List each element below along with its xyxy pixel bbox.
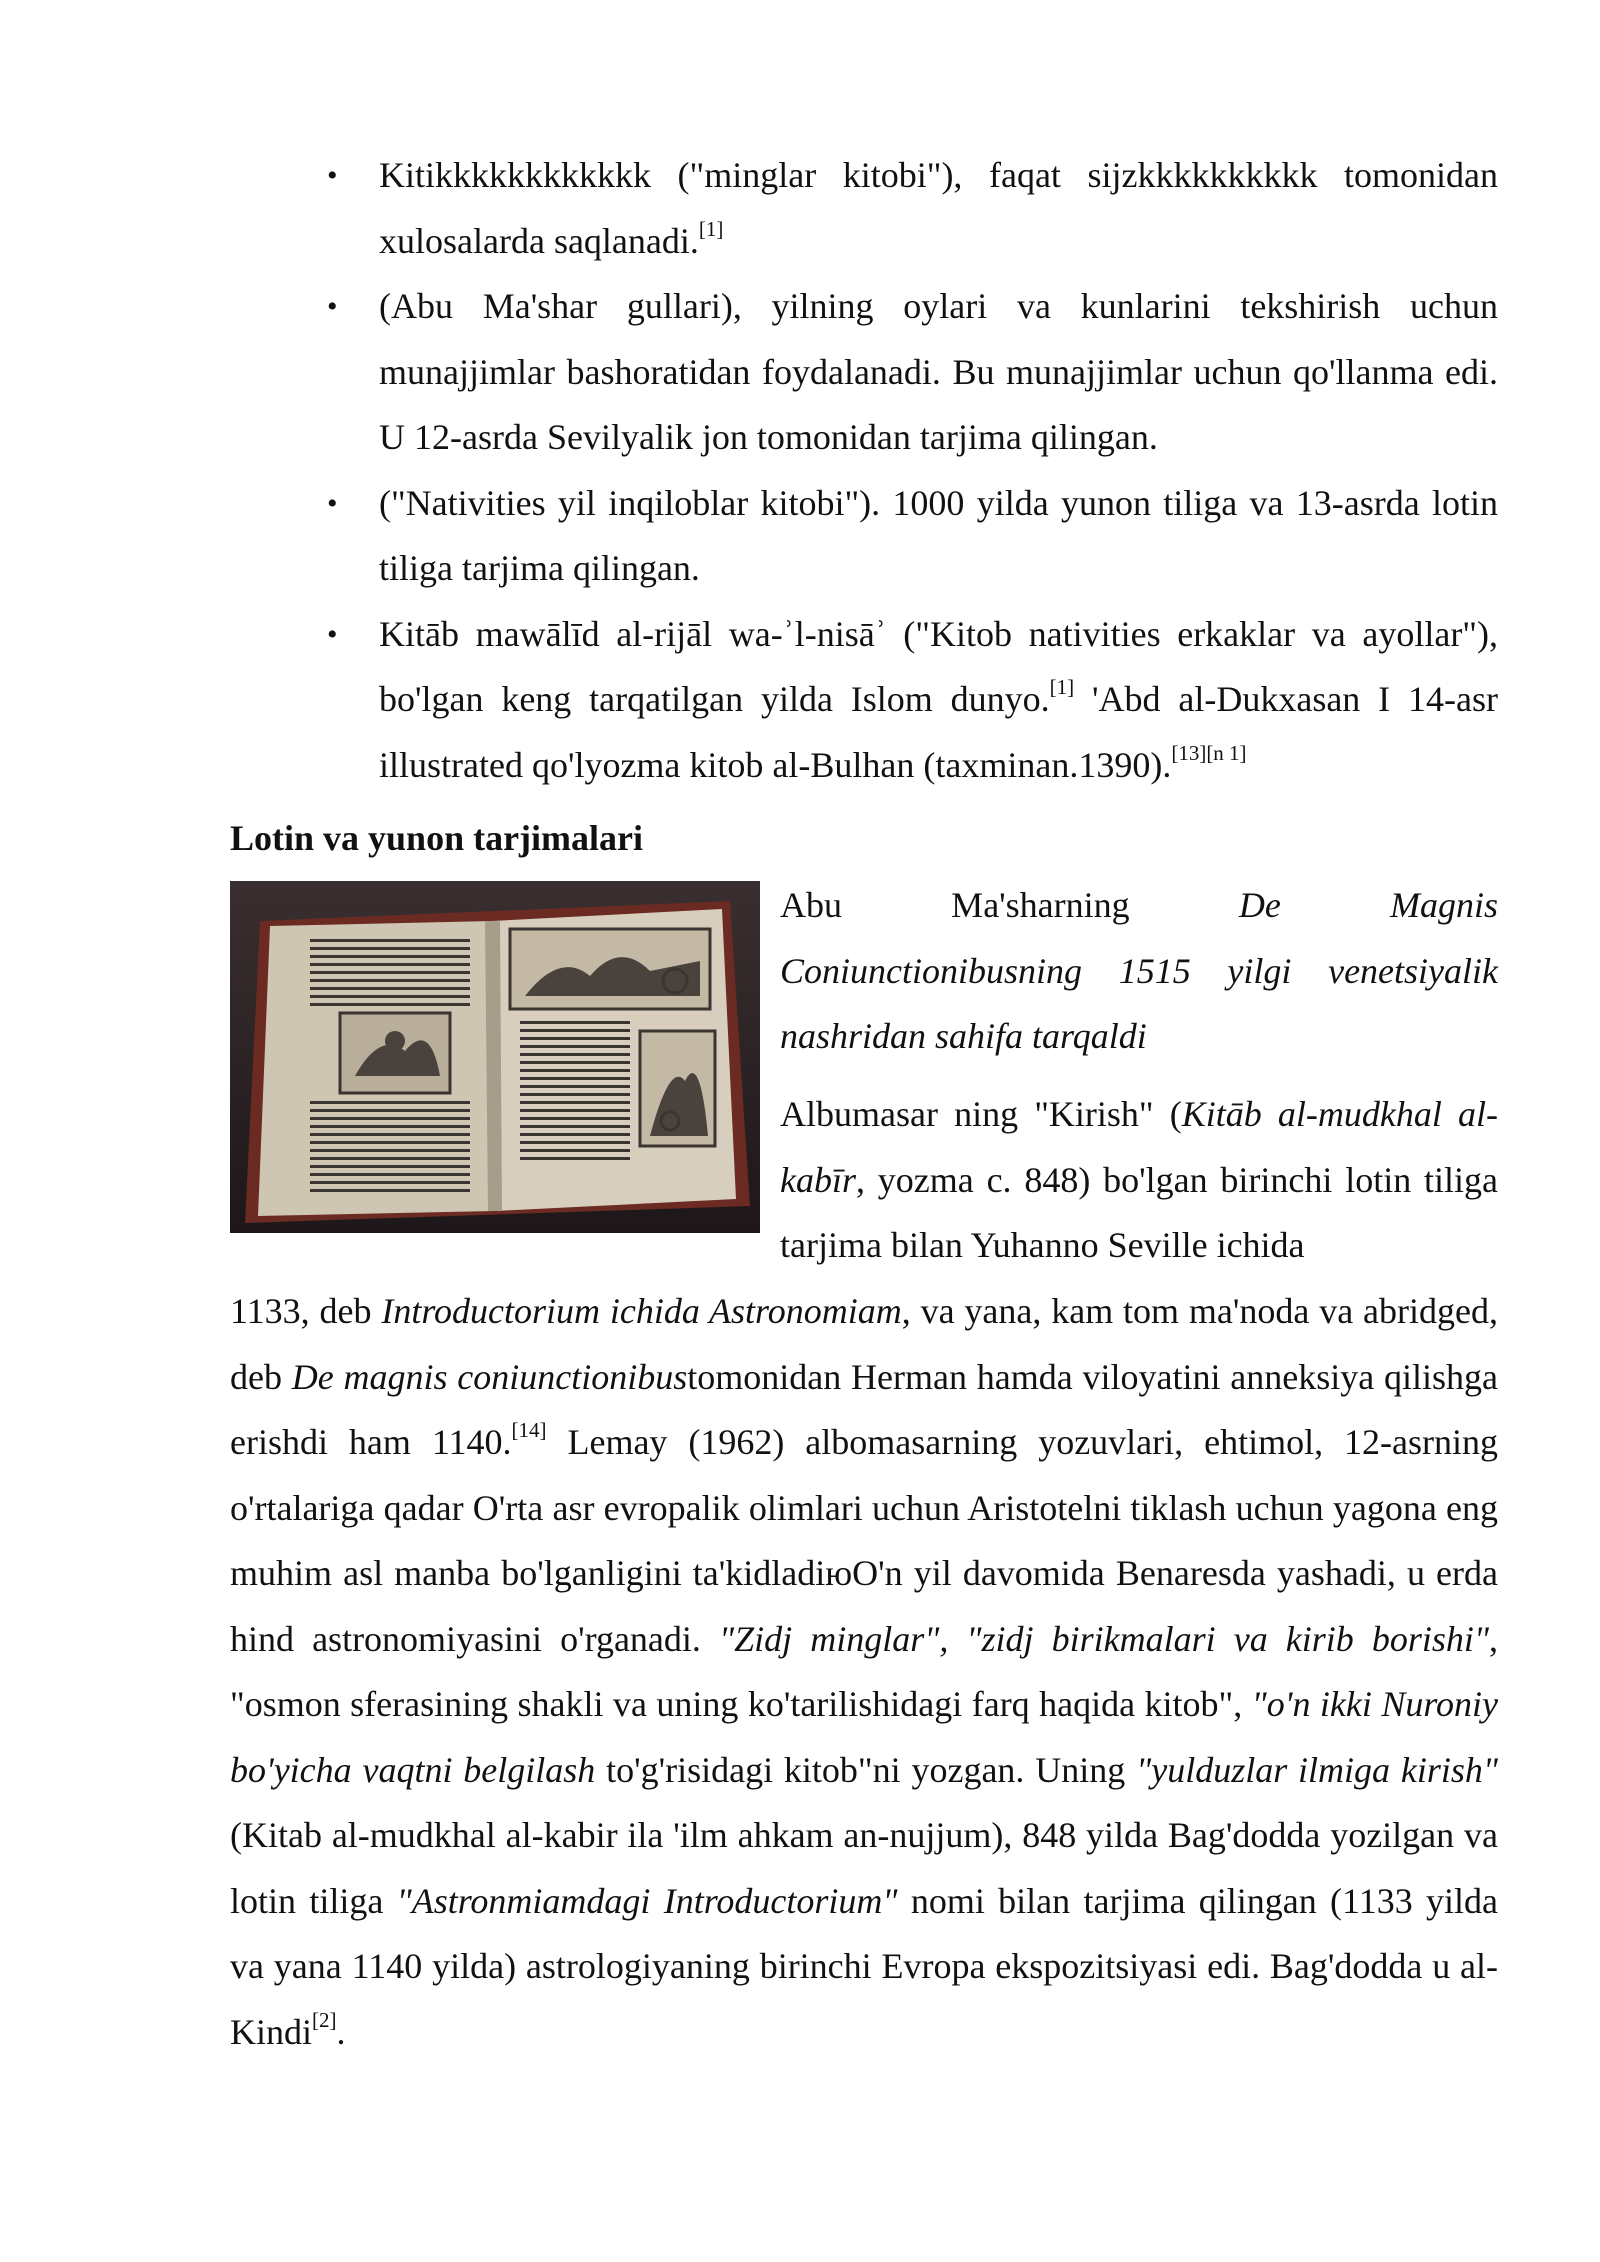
citation-link[interactable]: [1]	[1049, 675, 1075, 699]
paragraph-text: (Kitab al-mudkhal al-kabir ila 'ilm ahkam an-nujjum), 848 yilda Bag'dodda yozilgan va lotin tiliga	[230, 1815, 1498, 1921]
caption-text: Abu Ma'sharning	[780, 885, 1239, 925]
paragraph-italic: "o'n ikki Nuroniy bo'yicha vaqtni belgilash	[230, 1684, 1498, 1790]
paragraph-italic: "Astronmiamdagi Introductorium"	[396, 1880, 898, 1921]
citation-link[interactable]: [2]	[312, 2007, 337, 2032]
bullet-icon: •	[327, 617, 338, 651]
list-item-text: Kitāb mawālīd al-rijāl wa-ʾl-nisāʾ ("Kitob nativities erkaklar va ayollar"), bo'lgan keng tarqatilgan yilda Islom dunyo.	[379, 613, 1498, 719]
list-item-text: 'Abd al-Dukxasan I 14-asr illustrated qo'lyozma kitob al-Bulhan (taxminan.1390).	[379, 679, 1498, 785]
section-heading: Lotin va yunon tarjimalari	[230, 818, 644, 858]
paragraph-part	[780, 1082, 1498, 1279]
paragraph-text: .	[336, 2011, 346, 2052]
paragraph	[230, 1279, 1498, 2065]
list-item-text: ("Nativities yil inqiloblar kitobi"). 1000 yilda yunon tiliga va 13-asrda lotin tiliga tarjima qilingan.	[379, 482, 1498, 588]
bullet-icon: •	[327, 486, 338, 520]
list-item	[323, 471, 1498, 602]
citation-link[interactable]: [13][n 1]	[1171, 740, 1247, 765]
citation-link[interactable]: [14]	[511, 1418, 547, 1442]
paragraph-text: , "osmon sferasining shakli va uning ko'tarilishidagi farq haqida kitob",	[230, 1618, 1498, 1724]
paragraph-text: Albumasar ning "Kirish" (	[780, 1094, 1182, 1134]
open-book-illustration	[230, 881, 760, 1233]
paragraph-text: Lemay (1962) albomasarning yozuvlari, ehtimol, 12-asrning o'rtalariga qadar O'rta asr evropalik olimlari uchun Aristotelni tiklash uchun yagona eng muhim asl manba bo'lganligini ta'kidladiюO'n yil davomida Benaresda yashadi, u erda hind astronomiyasini o'rganadi.	[230, 1422, 1498, 1659]
citation-link[interactable]: [1]	[698, 216, 724, 241]
list-item	[323, 602, 1498, 799]
figure-caption	[780, 873, 1498, 1070]
list-item	[323, 143, 1498, 274]
paragraph-italic: "Zidj minglar", "zidj birikmalari va kirib borishi"	[719, 1618, 1489, 1659]
list-item	[323, 274, 1498, 471]
list-item-text: (Abu Ma'shar gullari), yilning oylari va kunlarini tekshirish uchun munajjimlar bashoratidan foydalanadi. Bu munajjimlar uchun qo'llanma edi. U 12-asrda Sevilyalik jon tomonidan tarjima qilingan.	[379, 286, 1498, 457]
paragraph-text: nomi bilan tarjima qilingan (1133 yilda va yana 1140 yilda) astrologiyaning birinchi Evropa ekspozitsiyasi edi. Bag'dodda u al-Kindi	[230, 1880, 1498, 2052]
paragraph-text: tomonidan Herman hamda viloyatini anneksiya qilishga erishdi ham 1140.	[230, 1356, 1498, 1462]
paragraph-text: , yozma c. 848) bo'lgan birinchi lotin tiliga tarjima bilan Yuhanno Seville ichida	[780, 1159, 1498, 1265]
paragraph-italic: De magnis coniunctionibus	[291, 1356, 688, 1397]
book-photo	[230, 881, 760, 1233]
paragraph-italic: Introductorium ichida Astronomiam	[381, 1291, 902, 1331]
paragraph-text: to'g'risidagi kitob"ni yozgan. Uning	[595, 1749, 1137, 1790]
paragraph-italic: "yulduzlar ilmiga kirish"	[1136, 1749, 1498, 1790]
paragraph-italic: Kitāb al-mudkhal al-kabīr	[780, 1094, 1498, 1200]
bullet-list	[323, 143, 1498, 798]
bullet-icon: •	[327, 159, 338, 192]
paragraph-text: , va yana, kam tom ma'noda va abridged, deb	[230, 1291, 1498, 1397]
caption-text-italic: De Magnis Coniunctionibusning 1515 yilgi venetsiyalik nashridan sahifa tarqaldi	[780, 885, 1498, 1056]
list-item-text: Kitikkkkkkkkkkkk ("minglar kitobi"), faqat sijzkkkkkkkkkk tomonidan xulosalarda saqlanadi.	[379, 155, 1498, 261]
bullet-icon: •	[327, 290, 338, 323]
paragraph-text: 1133, deb	[230, 1291, 382, 1331]
